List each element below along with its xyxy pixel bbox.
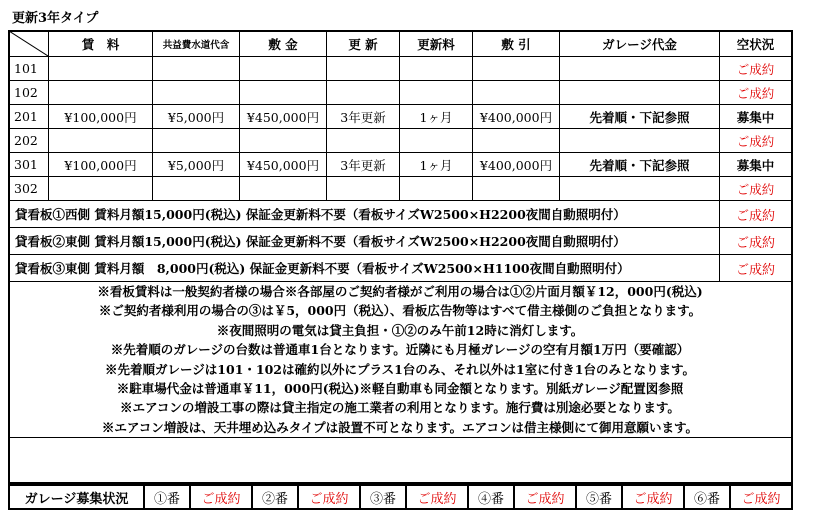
room-number: 202 (9, 129, 49, 153)
cell-common: ¥5,000円 (153, 105, 240, 129)
status-badge: 募集中 (720, 153, 792, 177)
cell-garage (560, 177, 720, 201)
cell-garage: 先着順・下記参照 (560, 105, 720, 129)
signboard-row (9, 228, 792, 255)
garage-slot-status: ご成約 (298, 485, 360, 509)
garage-slot-number: ③番 (360, 485, 406, 509)
cell-deposit (240, 81, 327, 105)
garage-status-table (8, 484, 793, 510)
cell-rent (49, 81, 153, 105)
cell-renewal (327, 129, 400, 153)
cell-renewal-fee: 1ヶ月 (400, 153, 473, 177)
cell-common (153, 57, 240, 81)
table-row (9, 177, 792, 201)
note-line: ※先着順のガレージの台数は普通車1台となります。近隣にも月極ガレージの空有月額1万円（要確認） (110, 342, 690, 358)
header-corner (9, 31, 49, 57)
note-line: ※エアコン増設は、天井埋め込みタイプは設置不可となります。エアコンは借主様側にて御用意願います。 (101, 419, 699, 435)
signboard-status: ご成約 (720, 228, 792, 255)
table-row (9, 129, 792, 153)
room-number: 302 (9, 177, 49, 201)
rental-table (8, 30, 792, 438)
table-row (9, 105, 792, 129)
header-renewal: 更 新 (327, 31, 400, 57)
cell-common (153, 177, 240, 201)
status-badge: ご成約 (720, 129, 792, 153)
note-line: ※エアコンの増設工事の際は貸主指定の施工業者の利用となります。施行費は別途必要となります。 (120, 400, 680, 416)
cell-renewal-fee: 1ヶ月 (400, 105, 473, 129)
cell-deposit (240, 129, 327, 153)
room-number: 201 (9, 105, 49, 129)
status-badge: 募集中 (720, 105, 792, 129)
cell-key-money: ¥400,000円 (473, 153, 560, 177)
cell-renewal (327, 81, 400, 105)
cell-renewal-fee (400, 81, 473, 105)
cell-rent: ¥100,000円 (49, 105, 153, 129)
cell-deposit (240, 57, 327, 81)
garage-slot-status: ご成約 (406, 485, 468, 509)
notes-block (9, 282, 792, 438)
room-number: 102 (9, 81, 49, 105)
header-common-fee: 共益費水道代含 (153, 31, 240, 57)
signboard-description: 貸看板②東側 賃料月額15,000円(税込) 保証金更新料不要（看板サイズW2500×H2200夜間自動照明付） (9, 228, 720, 255)
status-badge: ご成約 (720, 177, 792, 201)
garage-slot-number: ①番 (144, 485, 190, 509)
cell-key-money (473, 81, 560, 105)
header-row (9, 31, 792, 57)
header-deposit: 敷 金 (240, 31, 327, 57)
cell-deposit: ¥450,000円 (240, 105, 327, 129)
note-line: ※駐車場代金は普通車￥11，000円(税込)※軽自動車も同金額となります。別紙ガレージ配置図参照 (116, 381, 684, 397)
signboard-status: ご成約 (720, 255, 792, 282)
header-key-money: 敷 引 (473, 31, 560, 57)
cell-rent: ¥100,000円 (49, 153, 153, 177)
cell-rent (49, 177, 153, 201)
cell-rent (49, 57, 153, 81)
cell-key-money (473, 57, 560, 81)
cell-renewal: 3年更新 (327, 105, 400, 129)
cell-common: ¥5,000円 (153, 153, 240, 177)
garage-slot-status: ご成約 (514, 485, 576, 509)
note-line: ※夜間照明の電気は貸主負担・①②のみ午前12時に消灯します。 (216, 322, 584, 338)
room-number: 301 (9, 153, 49, 177)
table-row (9, 57, 792, 81)
garage-slot-number: ②番 (252, 485, 298, 509)
cell-rent (49, 129, 153, 153)
header-rent: 賃 料 (49, 31, 153, 57)
signboard-description: 貸看板③東側 賃料月額 8,000円(税込) 保証金更新料不要（看板サイズW2500×H1100夜間自動照明付） (9, 255, 720, 282)
cell-renewal (327, 57, 400, 81)
cell-renewal: 3年更新 (327, 153, 400, 177)
header-garage: ガレージ代金 (560, 31, 720, 57)
cell-renewal-fee (400, 57, 473, 81)
signboard-row (9, 201, 792, 228)
status-badge: ご成約 (720, 81, 792, 105)
page-title: 更新3年タイプ (12, 11, 99, 26)
note-line: ※先着順ガレージは101・102は確約以外にプラス1台のみ、それ以外は1室に付き1台のみとなります。 (105, 361, 695, 377)
garage-slot-status: ご成約 (190, 485, 252, 509)
garage-slot-status: ご成約 (622, 485, 684, 509)
cell-key-money (473, 177, 560, 201)
cell-garage (560, 81, 720, 105)
note-line: ※ご契約者様利用の場合の③は￥5，000円（税込）、看板広告物等はすべて借主様側のご負担となります。 (98, 303, 702, 319)
header-renewal-fee: 更新料 (400, 31, 473, 57)
room-number: 101 (9, 57, 49, 81)
signboard-row (9, 255, 792, 282)
status-badge: ご成約 (720, 57, 792, 81)
cell-common (153, 81, 240, 105)
note-line: ※看板賃料は一般契約者様の場合※各部屋のご契約者様がご利用の場合は①②片面月額￥12，000円(税込) (97, 284, 703, 299)
signboard-status: ご成約 (720, 201, 792, 228)
garage-slot-number: ⑤番 (576, 485, 622, 509)
cell-deposit: ¥450,000円 (240, 153, 327, 177)
signboard-description: 貸看板①西側 賃料月額15,000円(税込) 保証金更新料不要（看板サイズW2500×H2200夜間自動照明付） (9, 201, 720, 228)
garage-slot-number: ⑥番 (684, 485, 730, 509)
cell-key-money (473, 129, 560, 153)
cell-garage (560, 129, 720, 153)
cell-renewal-fee (400, 177, 473, 201)
header-status: 空状況 (720, 31, 792, 57)
table-row (9, 81, 792, 105)
cell-deposit (240, 177, 327, 201)
cell-renewal-fee (400, 129, 473, 153)
garage-status-label: ガレージ募集状況 (9, 485, 144, 509)
cell-key-money: ¥400,000円 (473, 105, 560, 129)
cell-garage (560, 57, 720, 81)
rental-table-frame (8, 30, 791, 508)
cell-garage: 先着順・下記参照 (560, 153, 720, 177)
garage-slot-status: ご成約 (730, 485, 792, 509)
garage-slot-number: ④番 (468, 485, 514, 509)
table-row (9, 153, 792, 177)
cell-renewal (327, 177, 400, 201)
cell-common (153, 129, 240, 153)
